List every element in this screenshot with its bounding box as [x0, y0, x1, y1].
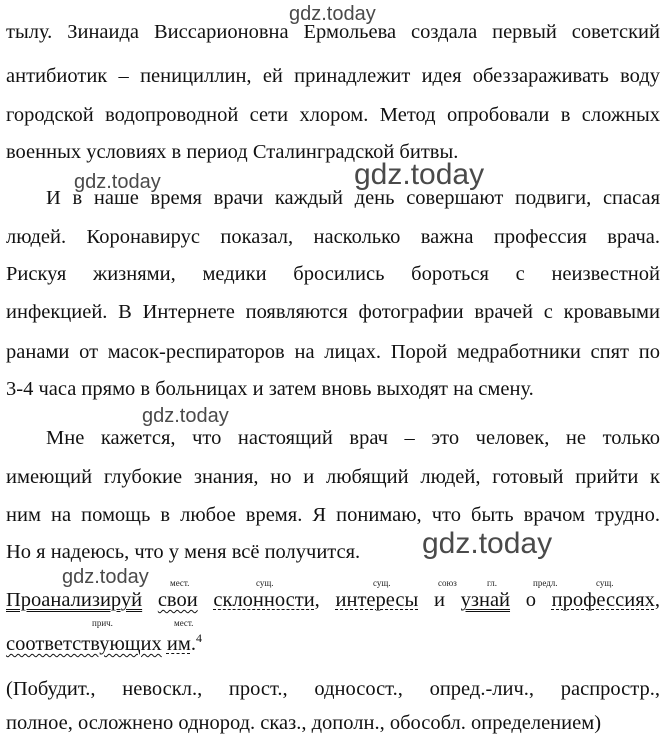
object-word: профессиях: [551, 589, 655, 611]
text-line: ним на помощь в любое время. Я понимаю, что быть врачом трудно.: [6, 504, 660, 526]
characteristics-line: (Побудит., невоскл., прост., односост., опред.-лич., распростр.,: [6, 678, 660, 700]
object-word: интересы: [335, 589, 419, 611]
definition-word: соответствующих: [6, 632, 162, 655]
pos-label: сущ.: [256, 578, 274, 588]
text-line: ранами от масок-респираторов на лицах. Порой медработники спят по: [6, 341, 660, 363]
text-line: Мне кажется, что настоящий врач – это человек, не только: [46, 427, 660, 449]
footnote-mark: 4: [195, 631, 202, 645]
text-line: тылу. Зинаида Виссарионовна Ермольева создала первый советский: [6, 21, 660, 43]
watermark-p3-large: gdz.today: [422, 527, 553, 560]
analysis-line: [6, 626, 660, 656]
predicate-word: узнай: [460, 589, 511, 611]
text-line: имеющий глубокие знания, но и любящий людей, готовый прийти к: [6, 466, 660, 488]
characteristics-line: полное, осложнено однород. сказ., дополн., обособл. определением): [6, 712, 602, 734]
pos-label: предл.: [533, 578, 558, 588]
object-word: им: [166, 632, 191, 655]
pos-label: сущ.: [373, 578, 391, 588]
text-line: 3-4 часа прямо в больницах и затем вновь выходят на смену.: [6, 378, 534, 400]
watermark-p2-small: gdz.today: [74, 171, 161, 193]
punctuation: ,: [654, 589, 661, 611]
text-line: военных условиях в период Сталинградской битвы.: [6, 141, 459, 163]
pos-label: прич.: [92, 618, 113, 628]
text-line: Но я надеюсь, что у меня всё получится.: [6, 541, 361, 563]
watermark-top: gdz.today: [289, 3, 376, 25]
text-line: людей. Коронавирус показал, насколько важна профессия врача.: [6, 226, 660, 248]
pos-label: мест.: [170, 578, 190, 588]
text-line: инфекцией. В Интернете появляются фотографии врачей с кровавыми: [6, 301, 660, 323]
watermark-p2-large: gdz.today: [354, 158, 485, 191]
text-line: городской водопроводной сети хлором. Метод опробовали в сложных: [6, 104, 660, 126]
definition-word: свои: [157, 589, 198, 611]
punctuation: .: [190, 632, 196, 655]
pos-label: мест.: [174, 618, 194, 628]
analysis-line: [6, 588, 660, 612]
pos-label: союз: [438, 578, 457, 588]
conjunction-word: и: [433, 589, 445, 611]
text-line: антибиотик – пенициллин, ей принадлежит идея обеззараживать воду: [6, 65, 660, 87]
watermark-p3-small: gdz.today: [142, 405, 229, 427]
punctuation: ,: [314, 589, 320, 611]
watermark-analysis-small: gdz.today: [62, 566, 149, 588]
text-line: Рискуя жизнями, медики бросились бороться с неизвестной: [6, 263, 660, 285]
object-word: склонности: [213, 589, 315, 611]
preposition-word: о: [525, 589, 536, 611]
pos-label: сущ.: [596, 578, 614, 588]
text-line: И в наше время врачи каждый день совершают подвиги, спасая: [46, 187, 660, 209]
predicate-word: Проанализируй: [6, 589, 143, 611]
pos-label: гл.: [487, 578, 497, 588]
